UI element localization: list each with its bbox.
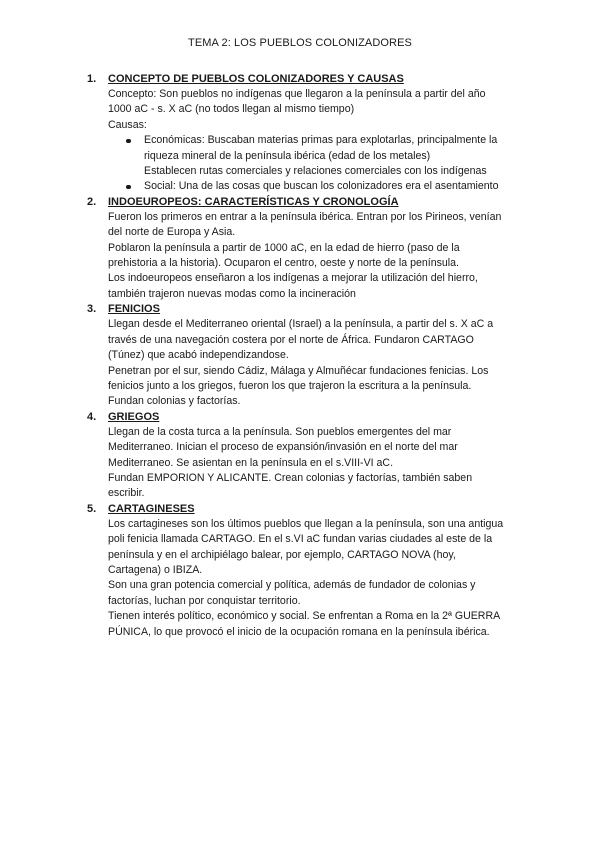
section-number: 3. [87,303,97,316]
text-line: Mediterraneo. Se asientan en la península en el s.VIII-VI aC. [108,456,394,469]
text-line: Concepto: Son pueblos no indígenas que llegaron a la península a partir del año [108,88,486,100]
text-line: Mediterraneo. Inician el proceso de expansión/invasión en el norte del mar [108,441,458,454]
section-text [87,425,527,502]
text-line: Fundan EMPORION Y ALICANTE. Crean colonias y factorías, también saben [108,471,473,484]
text-line: Poblaron la península a partir de 1000 aC, en la edad de hierro (paso de la [108,241,460,254]
text-line: Establecen rutas comerciales y relaciones comerciales con los indígenas [144,165,487,178]
text-line: Fueron los primeros en entrar a la península ibérica. Entran por los Pirineos, venían [108,210,502,223]
text-line: península y en el archipiélago balear, por ejemplo, CARTAGO NOVA (hoy, [108,548,456,561]
section-cartagineses [87,502,527,640]
text-line: Fundan colonias y factorías. [108,395,241,408]
text-line: también trajeron nuevas modas como la incineración [108,287,356,300]
section-fenicios [87,302,527,409]
section-text [87,87,527,195]
section-heading [87,72,527,87]
section-text [87,517,527,640]
text-line: poli fenicia llamada CARTAGO. En el s.VI aC fundan varias ciudades al este de la [108,533,493,546]
text-line: Causas: [108,118,147,131]
text-line: Cartagena) o IBIZA. [108,563,203,576]
text-line: Son una gran potencia comercial y política, además de fundador de colonias y [108,579,476,592]
section-title: FENICIOS [108,303,160,316]
text-line: riqueza mineral de la península ibérica (edad de los metales) [144,149,431,162]
section-heading [87,195,527,210]
text-line: Los indoeuropeos enseñaron a los indígenas a mejorar la utilización del hierro, [108,272,478,285]
text-line: Económicas: Buscaban materias primas para explotarlas, principalmente la [144,134,498,147]
section-number: 2. [87,195,97,208]
text-line: Penetran por el sur, siendo Cádiz, Málaga y Almuñécar fundaciones fenicias. Los [108,364,489,377]
section-text [87,317,527,409]
section-concepto [87,72,527,195]
section-heading [87,502,527,517]
page-title: TEMA 2: LOS PUEBLOS COLONIZADORES [188,37,412,49]
list-item [126,179,527,194]
section-griegos [87,410,527,502]
section-number: 1. [87,73,97,85]
causes-list [108,133,527,195]
section-title: INDOEUROPEOS: CARACTERÍSTICAS Y CRONOLOGÍA [108,195,399,208]
list-item [126,133,527,179]
section-indoeuropeos [87,195,527,302]
section-number: 5. [87,502,97,515]
text-line: escribir. [108,487,145,500]
text-line: Los cartagineses son los últimos pueblos que llegan a la península, son una antigua [108,517,504,530]
text-line: fenicios junto a los griegos, fueron los que trajeron la escritura a la península. [108,379,472,392]
text-line: Social: Una de las cosas que buscan los colonizadores era el asentamiento [144,180,499,193]
section-title: CARTAGINESES [108,502,195,515]
text-line: Llegan de la costa turca a la península. Son pueblos emergentes del mar [108,425,452,438]
section-heading [87,410,527,425]
section-number: 4. [87,410,97,423]
section-heading [87,302,527,317]
text-line: (Túnez) que acabó independizandose. [108,349,289,362]
text-line: PÚNICA, lo que provocó el inicio de la ocupación romana en la península ibérica. [108,625,490,638]
text-line: Tienen interés político, económico y social. Se enfrentan a Roma en la 2ª GUERRA [108,610,501,623]
document-body [87,72,527,640]
text-line: Llegan desde el Mediterraneo oriental (Israel) a la península, a partir del s. X aC a [108,318,494,331]
section-title: GRIEGOS [108,410,160,423]
text-line: factorías, luchan por conquistar territorio. [108,594,301,607]
section-title: CONCEPTO DE PUEBLOS COLONIZADORES Y CAUSAS [108,73,404,85]
text-line: prehistoria a la historia). Ocuparon el centro, oeste y norte de la península. [108,257,459,270]
text-line: 1000 aC - s. X aC (no todos llegan al mismo tiempo) [108,103,355,116]
text-line: través de una navegación costera por el norte de África. Fundaron CARTAGO [108,333,474,346]
section-text [87,210,527,302]
text-line: del norte de Europa y Asia. [108,226,236,239]
